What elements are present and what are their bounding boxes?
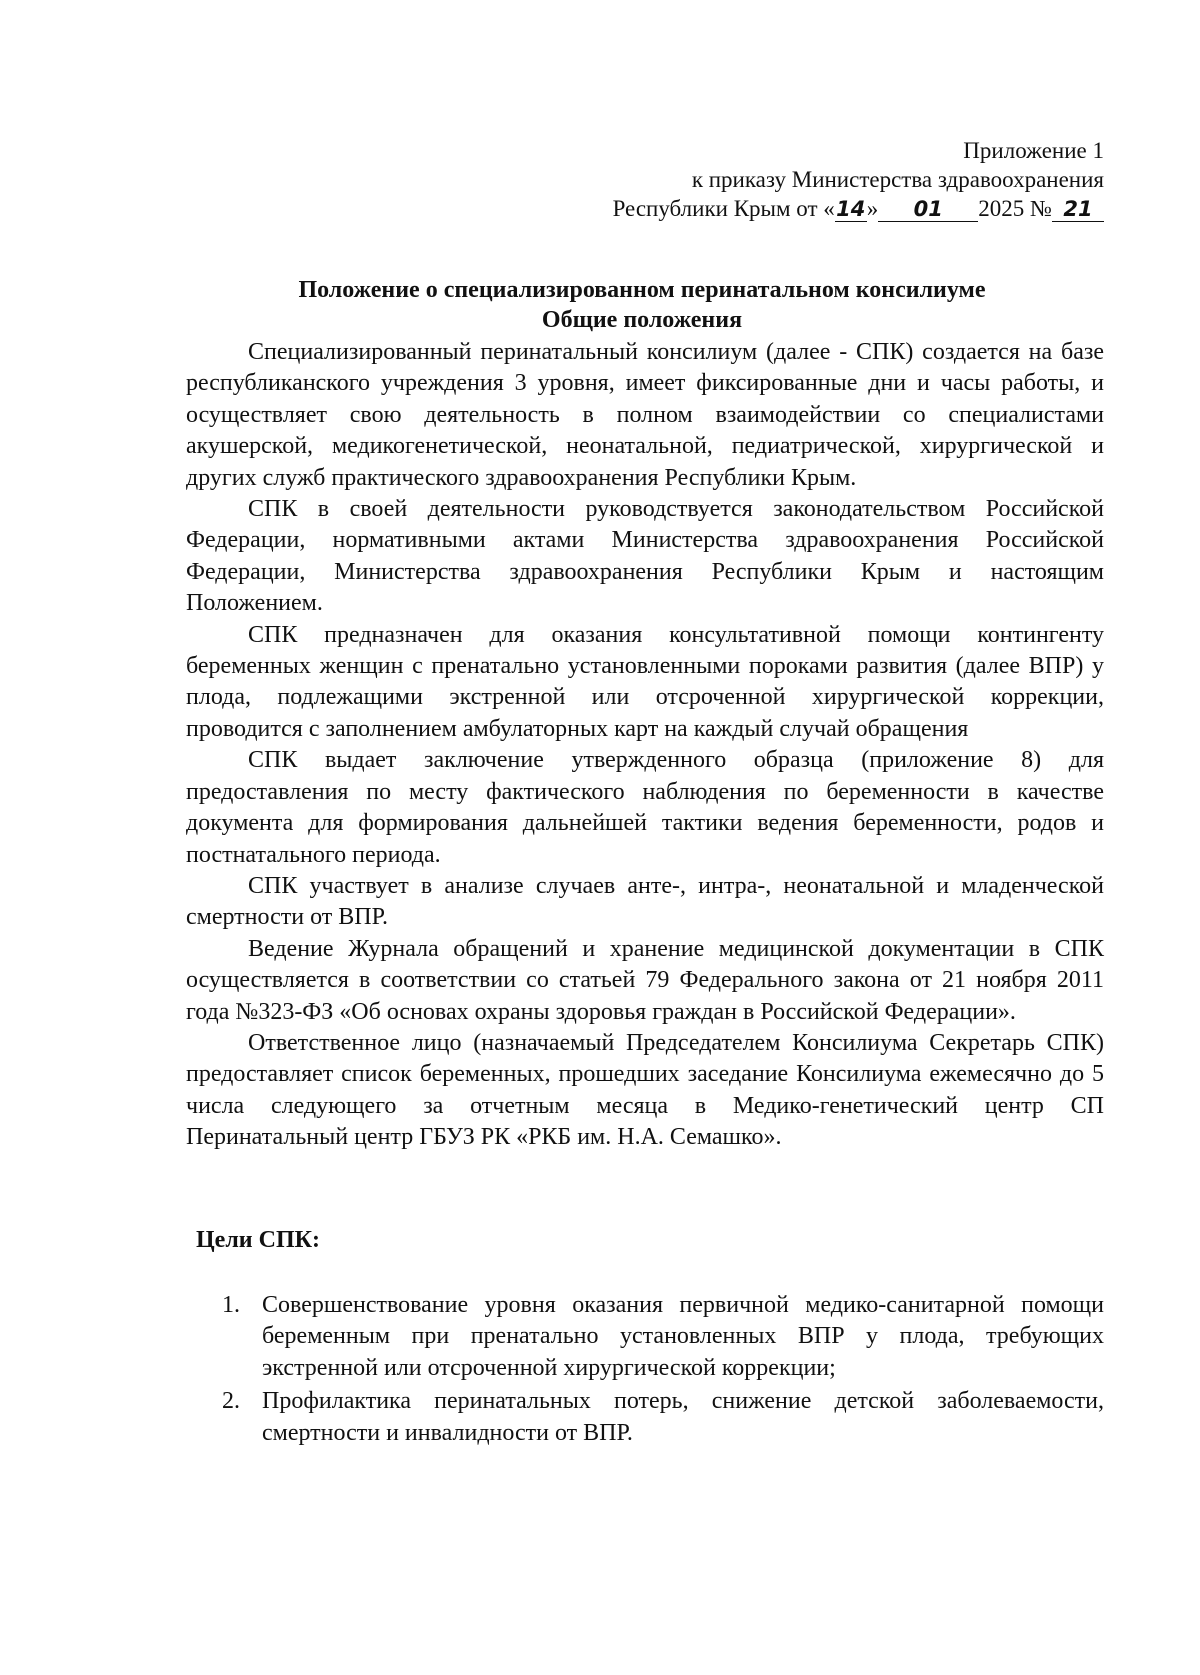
document-title: Положение о специализированном перинатальном консилиуме bbox=[298, 277, 986, 303]
paragraph: Специализированный перинатальный консилиум (далее - СПК) создается на базе республиканского учреждения 3 уровня, имеет фиксированные дни и часы работы, и осуществляет свою деятельность в полном взаимодействии со специалистами акушерской, медикогенетической, неонатальной, педиатрической, хирургической и других служб практического здравоохранения Республики Крым. bbox=[186, 339, 1104, 491]
goals-list bbox=[222, 1290, 1104, 1451]
list-item-text: Совершенствование уровня оказания первичной медико-санитарной помощи беременным при пренатально установленных ВПР у плода, требующих экстренной или отсроченной хирургической коррекции; bbox=[262, 1292, 1104, 1381]
paragraph: Ответственное лицо (назначаемый Председателем Консилиума Секретарь СПК) предоставляет список беременных, прошедших заседание Консилиума ежемесячно до 5 числа следующего за отчетным месяца в Медико-генетический центр СП Перинатальный центр ГБУЗ РК «РКБ им. Н.А. Семашко». bbox=[186, 1029, 1104, 1151]
document-titles bbox=[180, 275, 1104, 335]
handwritten-month: 01 bbox=[878, 197, 978, 222]
appendix-header bbox=[613, 136, 1104, 223]
section-title: Общие положения bbox=[541, 307, 743, 333]
appendix-line-3 bbox=[613, 194, 1104, 223]
paragraph: СПК предназначен для оказания консультативной помощи контингенту беременных женщин с пренатально установленными пороками развития (далее ВПР) у плода, подлежащими экстренной или отсроченной хирургической коррекции, проводится с заполнением амбулаторных карт на каждый случай обращения bbox=[186, 621, 1104, 742]
handwritten-day: 14 bbox=[836, 197, 866, 221]
list-item-text: Профилактика перинатальных потерь, снижение детской заболеваемости, смертности и инвалидности от ВПР. bbox=[262, 1388, 1104, 1446]
goals-heading: Цели СПК: bbox=[196, 1227, 321, 1253]
quote-close: » bbox=[866, 196, 879, 221]
paragraph: СПК выдает заключение утвержденного образца (приложение 8) для предоставления по месту фактического наблюдения по беременности в качестве документа для формирования дальнейшей тактики ведения беременности, родов и постнатального периода. bbox=[186, 747, 1104, 868]
list-item-number: 2. bbox=[222, 1388, 240, 1415]
list-item-number: 1. bbox=[222, 1292, 240, 1318]
paragraph: Ведение Журнала обращений и хранение медицинской документации в СПК осуществляется в соответствии со статьей 79 Федерального закона от 21 ноября 2011 года №323-ФЗ «Об основах охраны здоровья граждан в Российской Федерации». bbox=[186, 935, 1104, 1025]
handwritten-order-number: 21 bbox=[1052, 197, 1104, 222]
paragraph: СПК участвует в анализе случаев анте-, интра-, неонатальной и младенческой смертности от ВПР. bbox=[186, 872, 1104, 931]
appendix-line-3-prefix: Республики Крым от « bbox=[612, 196, 835, 221]
list-item bbox=[222, 1290, 1104, 1384]
appendix-line-1: Приложение 1 bbox=[963, 138, 1104, 163]
appendix-line-2: к приказу Министерства здравоохранения bbox=[691, 167, 1104, 192]
paragraph: СПК в своей деятельности руководствуется законодательством Российской Федерации, нормативными актами Министерства здравоохранения Российской Федерации, Министерства здравоохранения Республики Крым и настоящим Положением. bbox=[186, 496, 1104, 617]
document-body bbox=[186, 337, 1104, 1154]
year-number-label: 2025 № bbox=[978, 196, 1052, 221]
list-item bbox=[222, 1386, 1104, 1449]
